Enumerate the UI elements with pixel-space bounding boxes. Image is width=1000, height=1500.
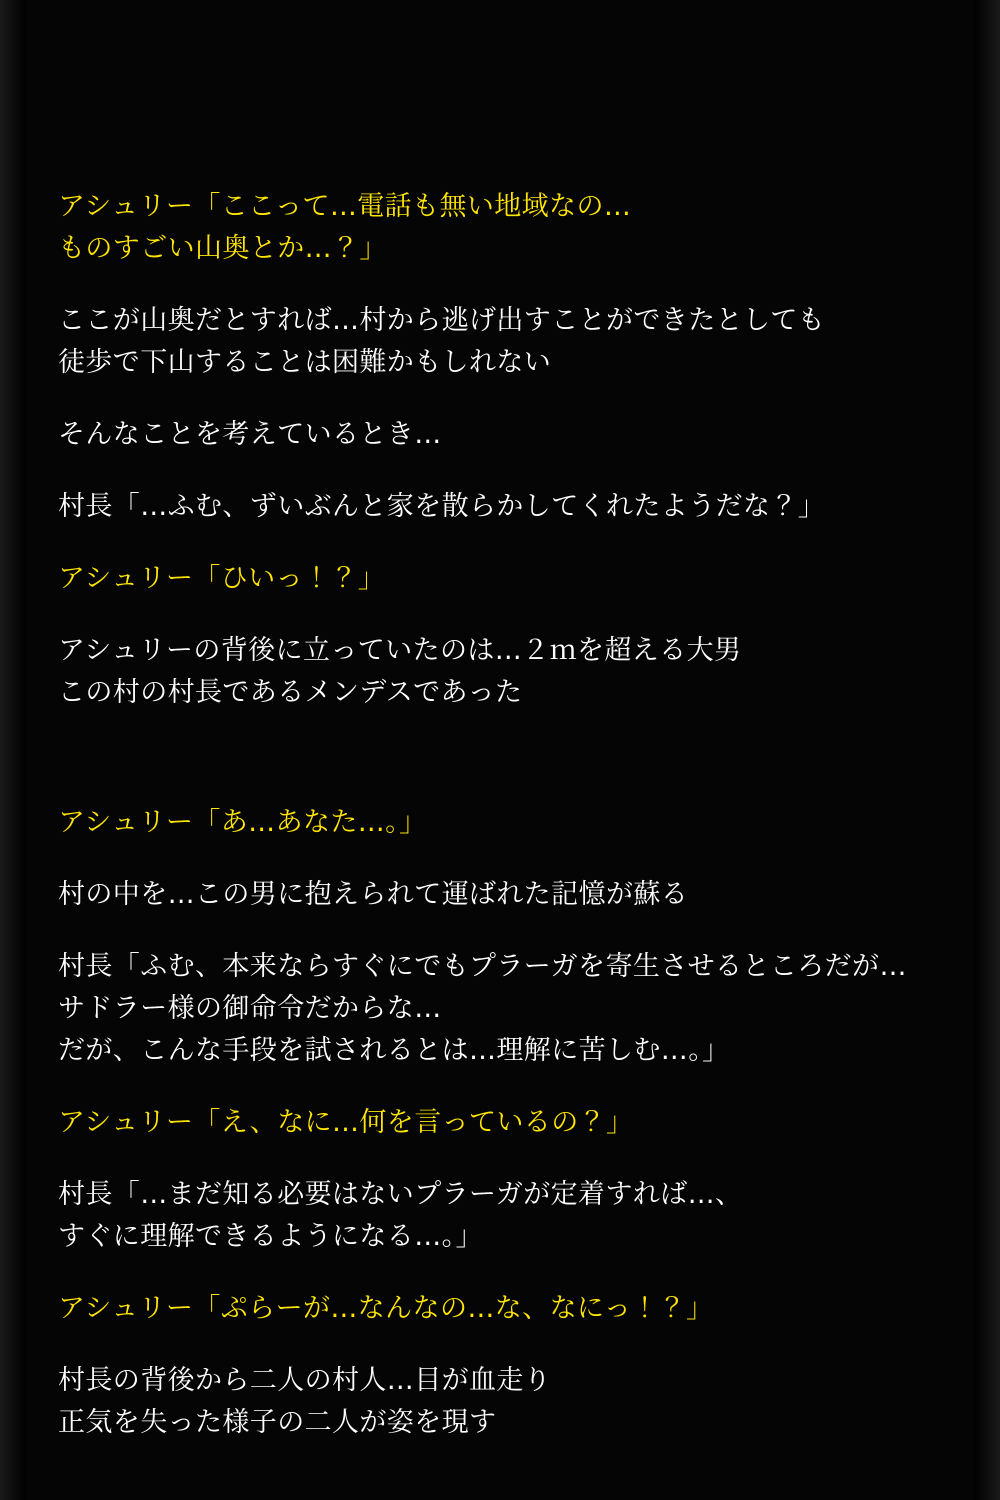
dialogue-block — [58, 802, 958, 844]
text-line: アシュリー「え、なに…何を言っているの？」 — [58, 1107, 634, 1138]
text-line: 正気を失った様子の二人が姿を現す — [58, 1407, 497, 1438]
text-line: ここが山奥だとすれば…村から逃げ出すことができたとしても — [58, 305, 826, 336]
text-line: この村の村長であるメンデスであった — [58, 677, 523, 708]
text-line: だが、こんな手段を試されるとは…理解に苦しむ…。」 — [58, 1035, 730, 1066]
narration-block — [58, 874, 958, 916]
dialogue-block — [58, 558, 958, 600]
narration-block — [58, 1174, 958, 1258]
narration-block — [58, 946, 958, 1072]
text-line: 村長の背後から二人の村人…目が血走り — [58, 1365, 552, 1396]
right-edge-gradient — [974, 0, 1000, 1500]
text-line: サドラー様の御命令だからな… — [58, 993, 442, 1024]
text-line: 徒歩で下山することは困難かもしれない — [58, 347, 552, 378]
text-line: すぐに理解できるようになる…。」 — [58, 1221, 483, 1252]
text-line: ものすごい山奥とか…？」 — [58, 233, 387, 264]
dialogue-block — [58, 186, 958, 270]
dialogue-block — [58, 1102, 958, 1144]
scene-break-spacer — [58, 744, 958, 802]
text-line: アシュリーの背後に立っていたのは…２ｍを超える大男 — [58, 635, 742, 666]
story-text-body — [58, 186, 958, 1474]
text-line: 村長「…ふむ、ずいぶんと家を散らかしてくれたようだな？」 — [58, 491, 826, 522]
left-edge-gradient — [0, 0, 26, 1500]
text-line: アシュリー「ここって…電話も無い地域なの… — [58, 191, 632, 222]
dialogue-block — [58, 1288, 958, 1330]
text-line: アシュリー「あ…あなた…。」 — [58, 807, 427, 838]
text-line: 村の中を…この男に抱えられて運ばれた記憶が蘇る — [58, 879, 689, 910]
narration-block — [58, 1360, 958, 1444]
text-line: 村長「ふむ、本来ならすぐにでもプラーガを寄生させるところだが… — [58, 951, 907, 982]
text-line: そんなことを考えているとき… — [58, 419, 442, 450]
text-line: アシュリー「ぷらーが…なんなの…な、なにっ！？」 — [58, 1293, 714, 1324]
narration-block — [58, 300, 958, 384]
text-line: アシュリー「ひいっ！？」 — [58, 563, 386, 594]
narration-block — [58, 630, 958, 714]
narration-block — [58, 414, 958, 456]
narration-block — [58, 486, 958, 528]
text-line: 村長「…まだ知る必要はないプラーガが定着すれば…、 — [58, 1179, 743, 1210]
